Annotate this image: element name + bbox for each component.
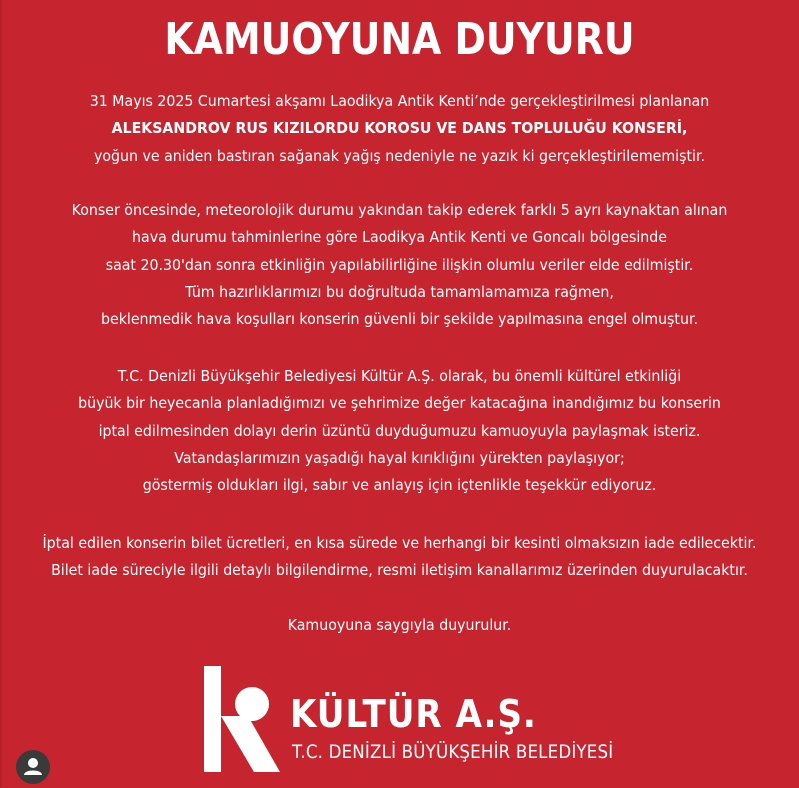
brand-subtitle: T.C. DENİZLİ BÜYÜKŞEHİR BELEDİYESİ xyxy=(292,742,614,763)
paragraph-2-line: Tüm hazırlıklarımızı bu doğrultuda tamamlamamıza rağmen, xyxy=(185,282,614,301)
paragraph-3-line: iptal edilmesinden dolayı derin üzüntü duyduğumuzu kamuoyuyla paylaşmak isteriz. xyxy=(98,421,701,440)
announcement-title: KAMUOYUNA DUYURU xyxy=(164,14,635,65)
paragraph-3 xyxy=(0,363,799,499)
paragraph-2 xyxy=(0,197,799,333)
paragraph-4-line: İptal edilen konserin bilet ücretleri, en kısa sürede ve herhangi bir kesinti olmaksızın iade edilecektir. xyxy=(42,534,757,552)
brand-name: KÜLTÜR A.Ş. xyxy=(290,692,537,736)
paragraph-2-line: beklenmedik hava koşulları konserin güvenli bir şekilde yapılmasına engel olmuştur. xyxy=(101,310,698,329)
paragraph-4-line: Bilet iade süreciyle ilgili detaylı bilgilendirme, resmi iletişim kanallarımız üzerinden duyurulacaktır. xyxy=(51,561,748,580)
closing-line xyxy=(0,612,799,639)
paragraph-1-line: yoğun ve aniden bastıran sağanak yağış nedeniyle ne yazık ki gerçekleştirilememiştir. xyxy=(94,146,705,165)
logo-leg xyxy=(221,716,280,772)
paragraph-3-line: göstermiş oldukları ilgi, sabır ve anlayış için içtenlikle teşekkür ediyoruz. xyxy=(142,476,657,495)
paragraph-2-line: Konser öncesinde, meteorolojik durumu yakından takip ederek farklı 5 ayrı kaynaktan alınan xyxy=(71,201,728,219)
kultur-logo-icon xyxy=(204,666,280,772)
paragraph-3-line: Vatandaşlarımızın yaşadığı hayal kırıklığını yürekten paylaşıyor; xyxy=(174,448,625,467)
concert-name-line: ALEKSANDROV RUS KIZILORDU KOROSU VE DANS TOPLULUĞU KONSERİ, xyxy=(111,119,688,138)
paragraph-1-line: 31 Mayıs 2025 Cumartesi akşamı Laodikya Antik Kenti’nde gerçekleştirilmesi planlanan xyxy=(89,92,710,110)
logo-dot xyxy=(235,687,269,721)
logo-stem xyxy=(204,666,221,772)
paragraph-3-line: büyük bir heyecanla planladığımızı ve şehrimize değer katacağına inandığımız bu konserin xyxy=(78,394,721,413)
paragraph-4 xyxy=(0,530,799,585)
paragraph-3-line: T.C. Denizli Büyükşehir Belediyesi Kültür A.Ş. olarak, bu önemli kültürel etkinliği xyxy=(117,367,682,385)
paragraph-2-line: saat 20.30'dan sonra etkinliğin yapılabilirliğine ilişkin olumlu veriler elde edilmiştir. xyxy=(105,255,694,274)
user-avatar-icon[interactable] xyxy=(16,750,50,784)
paragraph-2-line: hava durumu tahminlerine göre Laodikya Antik Kenti ve Goncalı bölgesinde xyxy=(132,228,667,247)
person-icon xyxy=(16,750,50,784)
paragraph-1 xyxy=(0,88,799,170)
closing-text: Kamuoyuna saygıyla duyurulur. xyxy=(287,616,512,634)
